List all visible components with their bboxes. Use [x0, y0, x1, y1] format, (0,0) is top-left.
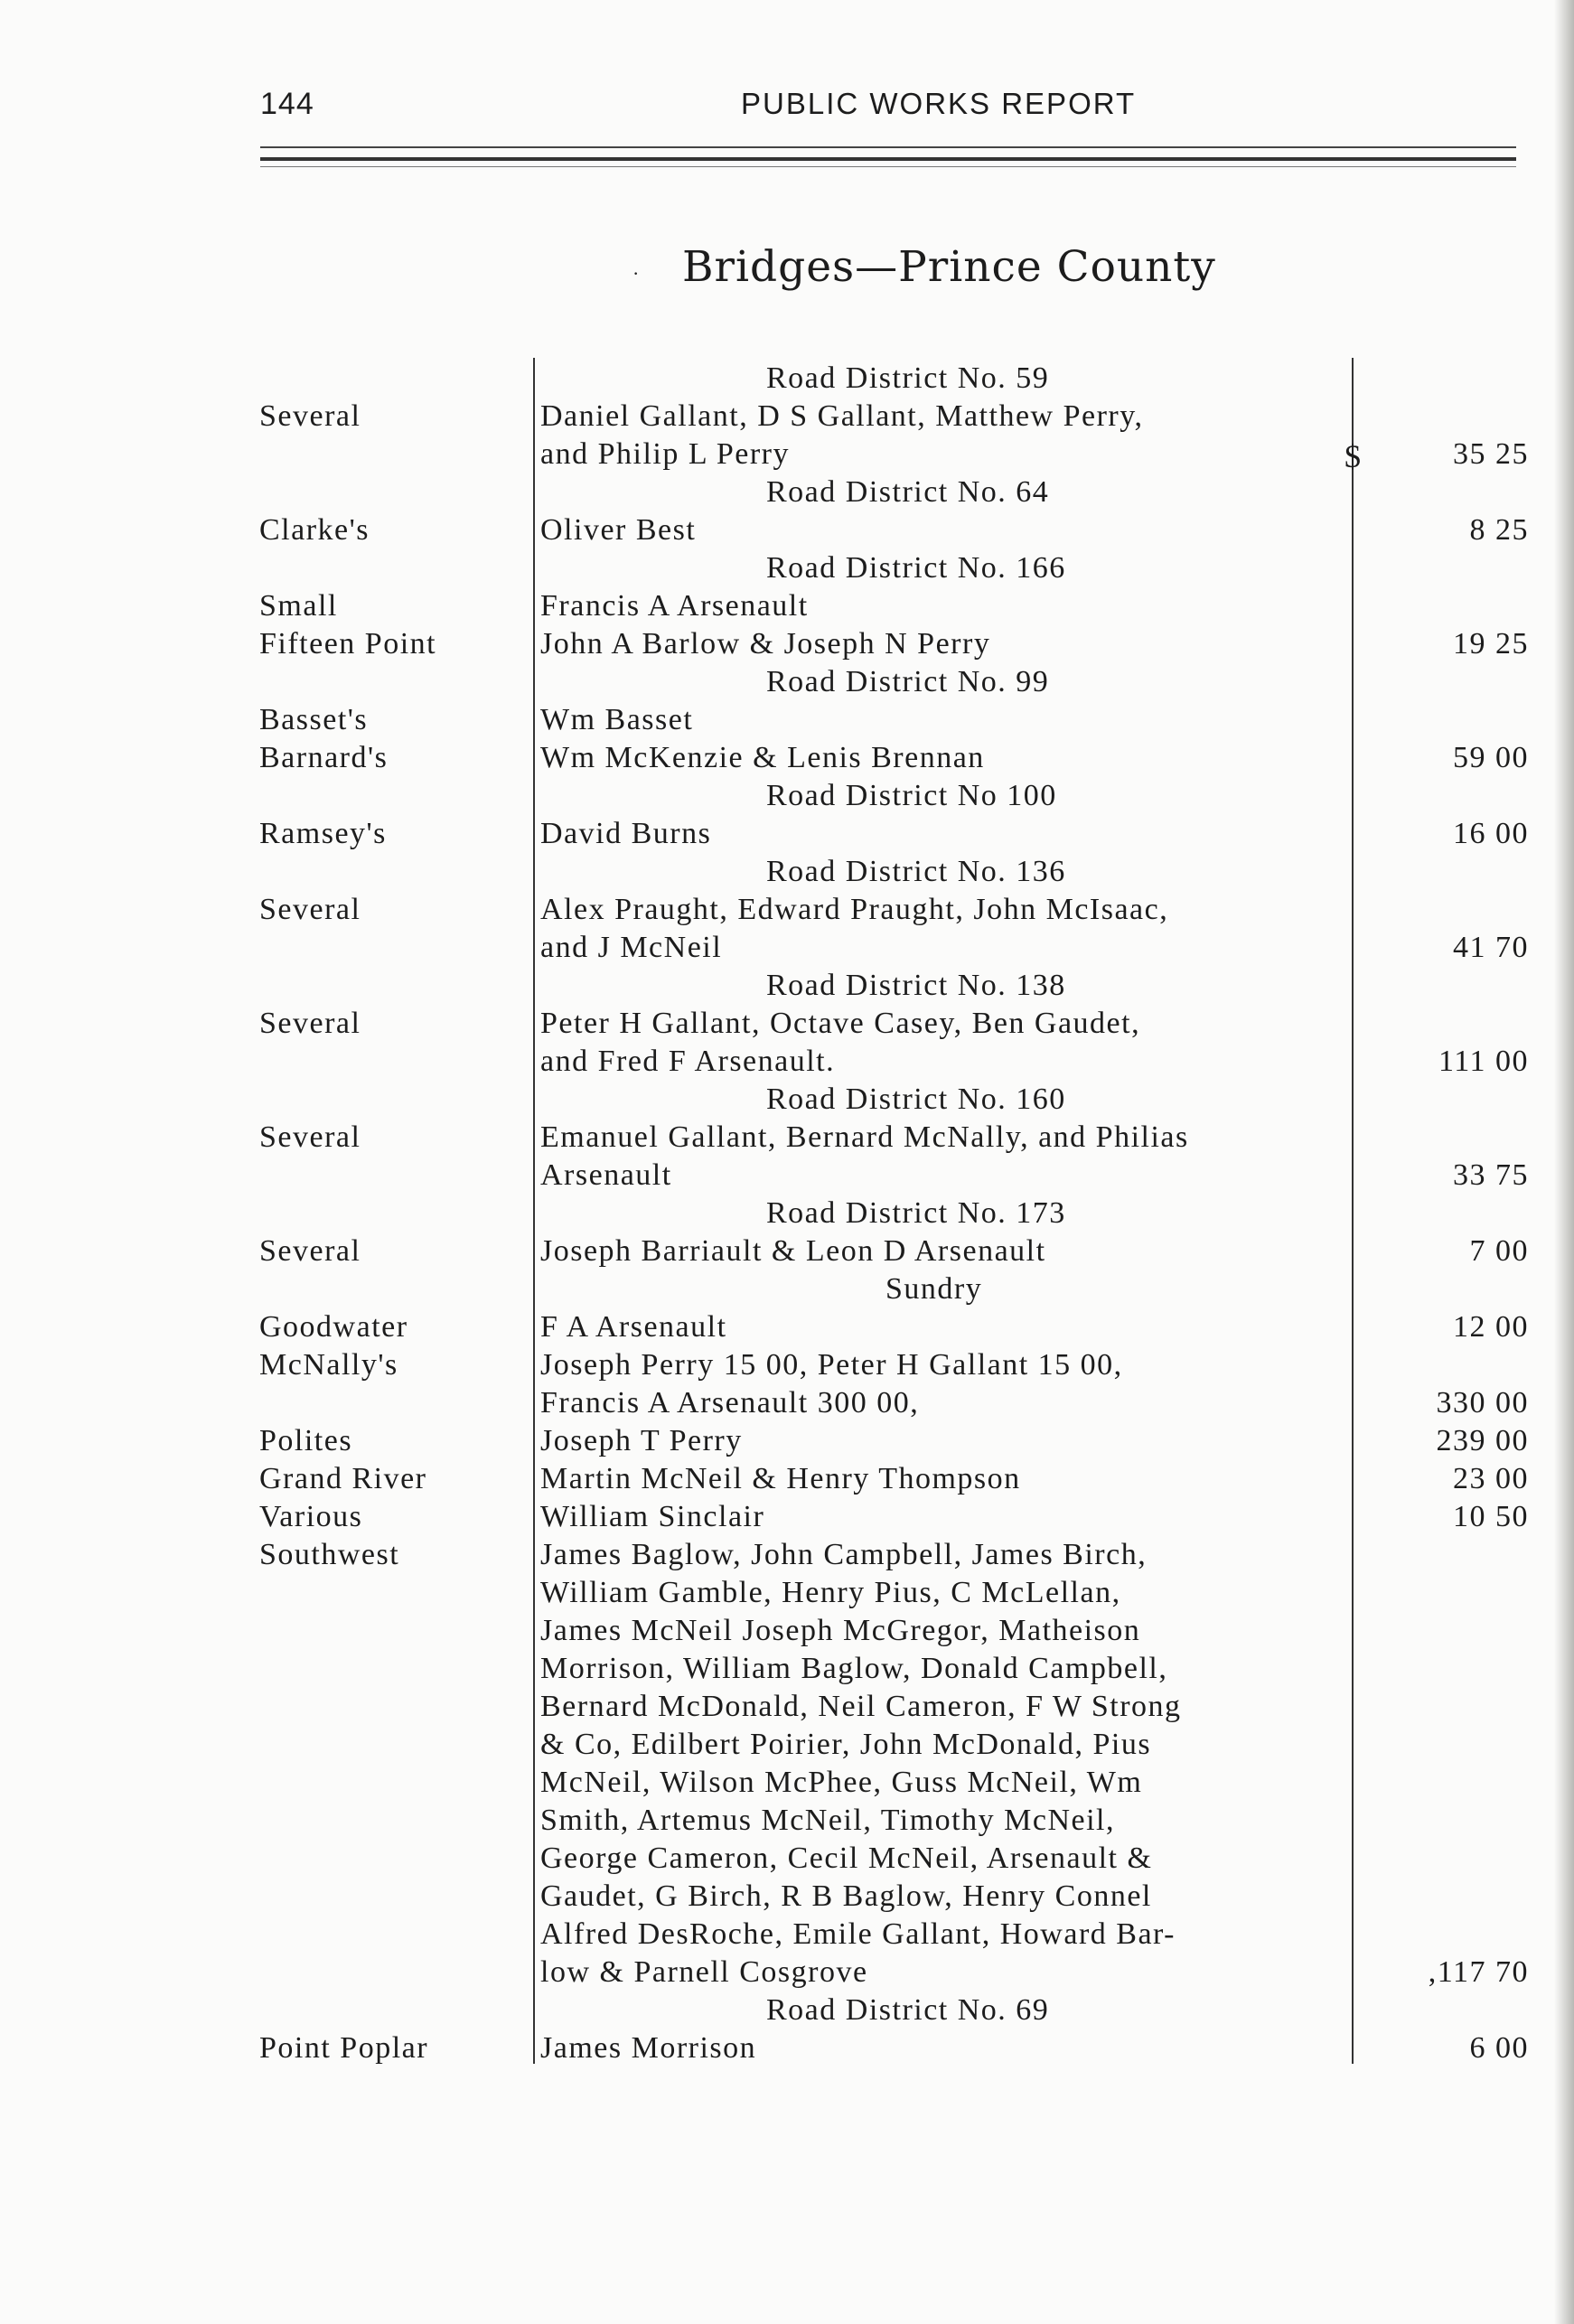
amount: 8 25	[1469, 513, 1529, 547]
district-heading-row	[0, 473, 1574, 511]
table-row	[0, 1232, 1574, 1270]
payee-description: McNeil, Wilson McPhee, Guss McNeil, Wm	[540, 1766, 1143, 1799]
payee-description: James McNeil Joseph McGregor, Matheison	[540, 1614, 1141, 1647]
table-row	[0, 1688, 1574, 1726]
table-row	[0, 1119, 1574, 1157]
table-row	[0, 1574, 1574, 1612]
table-row	[0, 1840, 1574, 1878]
table-row	[0, 1308, 1574, 1346]
road-district-heading: Road District No. 59	[766, 361, 1050, 395]
table-row	[0, 1612, 1574, 1650]
amount: 41 70	[1453, 931, 1529, 964]
bridge-name: Ramsey's	[259, 817, 387, 850]
bridge-name: Several	[259, 1234, 361, 1268]
payee-description: and Fred F Arsenault.	[540, 1045, 836, 1078]
amount: 111 00	[1438, 1045, 1529, 1078]
table-row	[0, 398, 1574, 436]
district-heading-row	[0, 853, 1574, 891]
bridge-name: Fifteen Point	[259, 627, 437, 661]
page-edge-shadow	[1554, 0, 1574, 2324]
table-row	[0, 1460, 1574, 1498]
payee-description: & Co, Edilbert Poirier, John McDonald, Pius	[540, 1728, 1152, 1761]
road-district-heading: Road District No. 173	[766, 1196, 1066, 1230]
header-rule-thin	[260, 146, 1516, 148]
payee-description: James Morrison	[540, 2031, 757, 2065]
district-heading-row	[0, 1081, 1574, 1119]
table-row	[0, 1726, 1574, 1764]
section-title: Bridges—Prince County	[682, 242, 1216, 292]
bridge-name: Several	[259, 893, 361, 926]
payee-description: Emanuel Gallant, Bernard McNally, and Philias	[540, 1120, 1189, 1154]
table-row	[0, 436, 1574, 473]
road-district-heading: Road District No. 99	[766, 665, 1050, 698]
payee-description: Francis A Arsenault	[540, 589, 809, 623]
table-row	[0, 815, 1574, 853]
payee-description: George Cameron, Cecil McNeil, Arsenault &	[540, 1841, 1153, 1875]
table-row	[0, 625, 1574, 663]
bridge-name: Basset's	[259, 703, 369, 736]
payee-description: William Sinclair	[540, 1500, 765, 1533]
bridge-name: Several	[259, 1007, 361, 1040]
payee-description: Bernard McDonald, Neil Cameron, F W Strong	[540, 1690, 1182, 1723]
table-row	[0, 1005, 1574, 1043]
amount: 19 25	[1453, 627, 1529, 661]
amount: 12 00	[1453, 1310, 1529, 1344]
payee-description: Martin McNeil & Henry Thompson	[540, 1462, 1021, 1495]
bridge-name: Polites	[259, 1424, 353, 1457]
district-heading-row	[0, 1195, 1574, 1232]
payee-description: David Burns	[540, 817, 712, 850]
road-district-heading: Sundry	[885, 1272, 983, 1306]
payee-description: Peter H Gallant, Octave Casey, Ben Gaudet,	[540, 1007, 1141, 1040]
bridge-name: Small	[259, 589, 338, 623]
district-heading-row	[0, 360, 1574, 398]
header-rule-bottom	[260, 166, 1516, 167]
amount: 7 00	[1469, 1234, 1529, 1268]
table-row	[0, 511, 1574, 549]
road-district-heading: Road District No. 138	[766, 969, 1066, 1002]
payee-description: Smith, Artemus McNeil, Timothy McNeil,	[540, 1804, 1115, 1837]
bridge-name: Point Poplar	[259, 2031, 429, 2065]
table-row	[0, 701, 1574, 739]
amount: 35 25	[1453, 437, 1529, 471]
table-row	[0, 929, 1574, 967]
payee-description: and J McNeil	[540, 931, 723, 964]
amount: 33 75	[1453, 1158, 1529, 1192]
payee-description: Joseph Barriault & Leon D Arsenault	[540, 1234, 1046, 1268]
table-row	[0, 1650, 1574, 1688]
road-district-heading: Road District No 100	[766, 779, 1057, 812]
district-heading-row	[0, 777, 1574, 815]
table-row	[0, 1802, 1574, 1840]
payee-description: Daniel Gallant, D S Gallant, Matthew Perry,	[540, 399, 1144, 433]
payee-description: Francis A Arsenault 300 00,	[540, 1386, 920, 1420]
table-row	[0, 891, 1574, 929]
bridge-name: Goodwater	[259, 1310, 408, 1344]
amount: ,117 70	[1428, 1955, 1529, 1989]
payee-description: Wm McKenzie & Lenis Brennan	[540, 741, 985, 774]
payee-description: Morrison, William Baglow, Donald Campbell,	[540, 1652, 1168, 1685]
payee-description: James Baglow, John Campbell, James Birch,	[540, 1538, 1148, 1571]
amount: 330 00	[1436, 1386, 1529, 1420]
road-district-heading: Road District No. 166	[766, 551, 1066, 585]
district-heading-row	[0, 1991, 1574, 2029]
payee-description: Joseph T Perry	[540, 1424, 743, 1457]
payee-description: William Gamble, Henry Pius, C McLellan,	[540, 1576, 1121, 1609]
payee-description: Arsenault	[540, 1158, 672, 1192]
bridge-name: Several	[259, 399, 361, 433]
table-row	[0, 1916, 1574, 1954]
bullet-mark: ·	[632, 262, 640, 285]
amount: 6 00	[1469, 2031, 1529, 2065]
dollar-sign: $	[1344, 438, 1361, 474]
bridge-name: Clarke's	[259, 513, 370, 547]
district-heading-row	[0, 549, 1574, 587]
payee-description: Joseph Perry 15 00, Peter H Gallant 15 00,	[540, 1348, 1123, 1382]
payee-description: Gaudet, G Birch, R B Baglow, Henry Connel	[540, 1879, 1152, 1913]
bridge-name: Grand River	[259, 1462, 427, 1495]
table-row	[0, 2029, 1574, 2067]
running-title: PUBLIC WORKS REPORT	[741, 87, 1137, 120]
payee-description: John A Barlow & Joseph N Perry	[540, 627, 991, 661]
bridge-name: Several	[259, 1120, 361, 1154]
table-row	[0, 587, 1574, 625]
road-district-heading: Road District No. 136	[766, 855, 1066, 888]
amount: 23 00	[1453, 1462, 1529, 1495]
bridge-name: Southwest	[259, 1538, 400, 1571]
amount: 59 00	[1453, 741, 1529, 774]
bridge-name: Various	[259, 1500, 363, 1533]
district-heading-row	[0, 967, 1574, 1005]
payee-description: F A Arsenault	[540, 1310, 727, 1344]
district-heading-row	[0, 1270, 1574, 1308]
table-row	[0, 739, 1574, 777]
payee-description: Alex Praught, Edward Praught, John McIsaac,	[540, 893, 1169, 926]
payee-description: and Philip L Perry	[540, 437, 790, 471]
amount: 16 00	[1453, 817, 1529, 850]
table-row	[0, 1422, 1574, 1460]
table-row	[0, 1498, 1574, 1536]
table-row	[0, 1043, 1574, 1081]
payee-description: Oliver Best	[540, 513, 697, 547]
payee-description: Wm Basset	[540, 703, 694, 736]
table-row	[0, 1157, 1574, 1195]
table-row	[0, 1346, 1574, 1384]
bridge-name: McNally's	[259, 1348, 398, 1382]
amount: 239 00	[1436, 1424, 1529, 1457]
road-district-heading: Road District No. 69	[766, 1993, 1050, 2027]
table-row	[0, 1878, 1574, 1916]
page-number: 144	[260, 87, 314, 121]
district-heading-row	[0, 663, 1574, 701]
header-rule-thick	[260, 157, 1516, 161]
bridge-name: Barnard's	[259, 741, 389, 774]
payee-description: Alfred DesRoche, Emile Gallant, Howard Bar-	[540, 1917, 1176, 1951]
road-district-heading: Road District No. 160	[766, 1082, 1066, 1116]
table-row	[0, 1536, 1574, 1574]
payee-description: low & Parnell Cosgrove	[540, 1955, 868, 1989]
amount: 10 50	[1453, 1500, 1529, 1533]
table-row	[0, 1764, 1574, 1802]
table-row	[0, 1384, 1574, 1422]
table-row	[0, 1954, 1574, 1991]
road-district-heading: Road District No. 64	[766, 475, 1050, 509]
